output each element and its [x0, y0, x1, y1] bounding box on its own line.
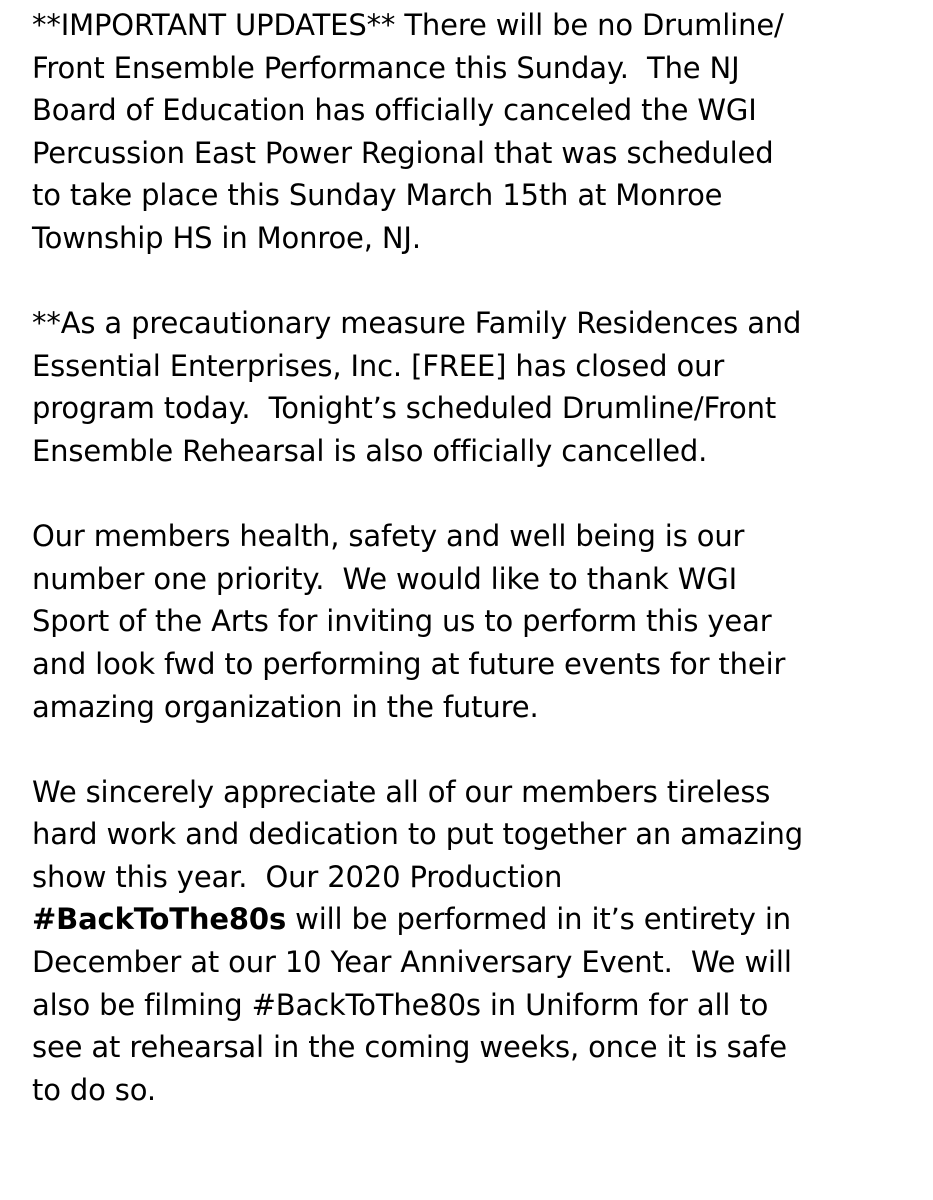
hashtag-bold: #BackToThe80s [32, 902, 287, 937]
text-line: show this year. Our 2020 Production [32, 859, 563, 894]
text-line: Percussion East Power Regional that was scheduled [32, 135, 774, 170]
text-line: Ensemble Rehearsal is also officially cancelled. [32, 433, 708, 468]
paragraph-precaution [32, 302, 915, 472]
hashtag-line-rest: will be performed in it’s entirety in [286, 902, 792, 937]
paragraph-gap [32, 473, 915, 516]
text-line: Township HS in Monroe, NJ. [32, 220, 421, 255]
text-line: Front Ensemble Performance this Sunday. The NJ [32, 50, 740, 85]
text-line: see at rehearsal in the coming weeks, once it is safe [32, 1030, 787, 1065]
paragraph-gap [32, 728, 915, 771]
text-line: December at our 10 Year Anniversary Event. We will [32, 945, 792, 980]
text-line: Our members health, safety and well being is our [32, 519, 745, 554]
text-line: program today. Tonight’s scheduled Drumline/Front [32, 391, 777, 426]
paragraph-updates [32, 4, 915, 260]
text-line: We sincerely appreciate all of our members tireless [32, 774, 771, 809]
paragraph-appreciation [32, 771, 915, 1112]
text-line: hard work and dedication to put together an amazing [32, 817, 803, 852]
paragraph-gap [32, 260, 915, 303]
text-line: Sport of the Arts for inviting us to perform this year [32, 604, 772, 639]
text-line: to do so. [32, 1072, 156, 1107]
text-line: number one priority. We would like to thank WGI [32, 561, 737, 596]
text-line: to take place this Sunday March 15th at Monroe [32, 178, 723, 213]
paragraph-health [32, 515, 915, 728]
text-line: Board of Education has officially canceled the WGI [32, 93, 757, 128]
text-line: also be filming #BackToThe80s in Uniform for all to [32, 987, 769, 1022]
text-line-with-hashtag [32, 898, 915, 941]
text-line: Essential Enterprises, Inc. [FREE] has closed our [32, 348, 725, 383]
text-line: and look fwd to performing at future events for their [32, 646, 786, 681]
text-line: **IMPORTANT UPDATES** There will be no Drumline/ [32, 8, 784, 42]
text-line: **As a precautionary measure Family Residences and [32, 306, 802, 341]
text-line: amazing organization in the future. [32, 689, 539, 724]
